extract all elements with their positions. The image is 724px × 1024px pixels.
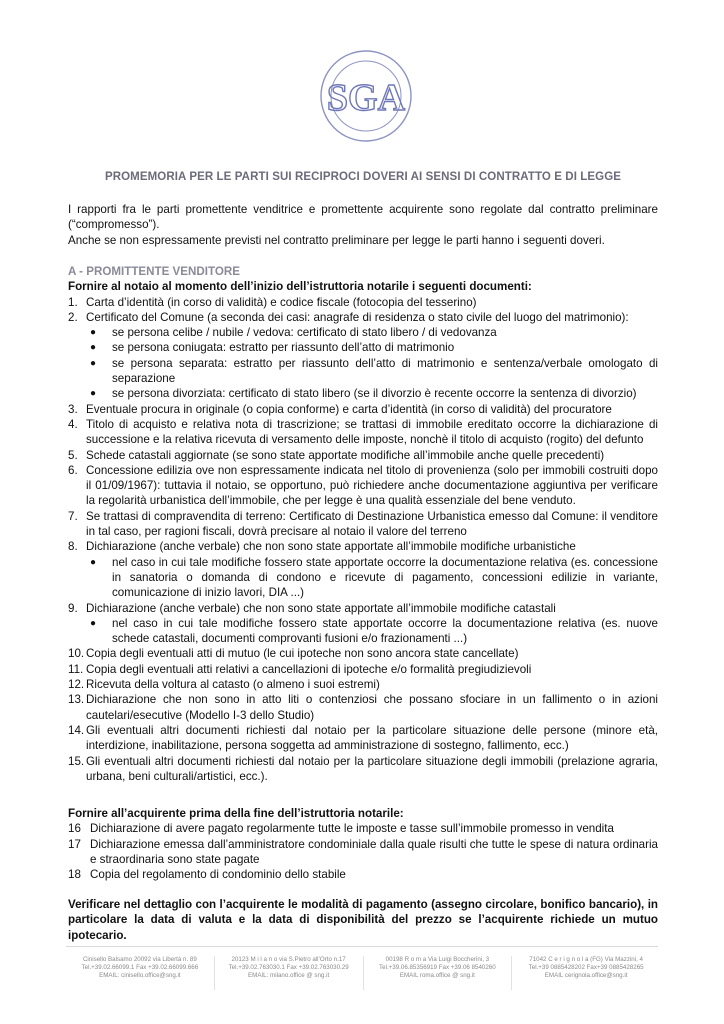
list-item: 16 Dichiarazione di avere pagato regolarmente tutte le imposte e tasse sull’immobile promesso in vendita	[68, 822, 614, 836]
list-item: 2. Certificato del Comune (a seconda dei casi: anagrafe di residenza o stato civile del luogo del matrimonio):	[68, 310, 629, 324]
section-promittente-venditore	[68, 264, 658, 784]
bullet-item: ● se persona coniugata: estratto per riassunto dell’atto di matrimonio	[90, 341, 455, 355]
list-item: 1. Carta d’identità (in corso di validità) e codice fiscale (fotocopia del tesserino)	[68, 295, 477, 309]
list-item: 3. Eventuale procura in originale (o copia conforme) e carta d’identità (in corso di validità) del procuratore	[68, 402, 612, 416]
document-list	[68, 295, 658, 785]
studio-logo	[318, 48, 414, 144]
list-item: 6. Concessione edilizia ove non espressamente indicata nel titolo di provenienza (solo per immobili costruiti dopo il 01/09/1967): tuttavia il notaio, se opportuno, può richiedere anche documentazione aggiuntiva per verificare la regolarità urbanistica dell’immobile, che per legge è una qualità essenziale del bene venduto.	[68, 463, 658, 508]
list-item: 5. Schede catastali aggiornate (se sono state apportate modifiche all’immobile anche quelle precedenti)	[68, 448, 605, 462]
footer-office-roma: 00198 R o m a Via Luigi Boccherini, 3 Tel.+39.06.85356919 Fax +39.06 8540260 EMAIL roma.office @ sng.it	[363, 956, 512, 990]
intro-paragraph-2: Anche se non espressamente previsti nel contratto preliminare per legge le parti hanno i seguenti doveri.	[68, 233, 605, 247]
bullet-icon: ●	[90, 357, 97, 369]
logo-letters: SGA	[326, 77, 406, 119]
bullet-icon: ●	[90, 617, 97, 629]
bullet-icon: ●	[90, 556, 97, 568]
footer-office-cinisello: Cinisello Balsamo 20092 via Libertà n. 89 Tel.+39.02.66099.1 Fax +39.02.66099.666 EMAIL: cinisello.office@sng.it	[81, 956, 199, 979]
bullet-icon: ●	[90, 342, 97, 354]
list-item: 8. Dichiarazione (anche verbale) che non sono state apportate all’immobile modifiche urbanistiche	[68, 540, 576, 554]
list-item: 9. Dichiarazione (anche verbale) che non sono state apportate all’immobile modifiche catastali	[68, 601, 556, 615]
page-title: PROMEMORIA PER LE PARTI SUI RECIPROCI DOVERI AI SENSI DI CONTRATTO E DI LEGGE	[104, 171, 622, 183]
bullet-item: ● nel caso in cui tale modifiche fossero state apportate occorre la documentazione relativa (es. concessione in sanatoria o domanda di condono e ricevute di pagamento, concessioni edilizie in variante, comunicazione di inizio lavori, DIA ...)	[90, 555, 658, 600]
section-acquirente	[68, 806, 658, 882]
footer	[66, 956, 660, 990]
bullet-item: ● nel caso in cui tale modifiche fossero state apportate occorre la documentazione relativa (es. nuove schede catastali, documenti comprovanti fusioni e/o frazionamenti ...)	[90, 616, 658, 646]
section-a-title: A - PROMITTENTE VENDITORE	[68, 265, 240, 278]
section-b-lead: Fornire all’acquirente prima della fine dell’istruttoria notarile:	[68, 807, 404, 820]
list-item: 12. Ricevuta della voltura al catasto (o almeno i suoi estremi)	[68, 678, 380, 692]
list-item: 17 Dichiarazione emessa dall’amministratore condominiale dalla quale risulti che tutte le spese di natura ordinaria e straordinaria sono state pagate	[68, 837, 658, 866]
list-item: 4. Titolo di acquisto e relativa nota di trascrizione; se trattasi di immobile ereditato occorre la dichiarazione di successione e la relativa ricevuta di versamento delle imposte, nonchè il titolo di acquisto (rogito) del defunto	[68, 417, 658, 447]
footer-office-milano: 20123 M i l a n o via S.Pietro all’Orto n.17 Tel.+39.02.763030.1 Fax +39.02.763030.29 EMAIL: milano.office @ sng.it	[214, 956, 363, 990]
intro-paragraph-1: I rapporti fra le parti promettente venditrice e promettente acquirente sono regolate dal contratto preliminare (“compromesso”).	[68, 203, 658, 232]
list-item: 13. Dichiarazione che non sono in atto liti o contenziosi che possano sfociare in un fallimento o in azioni cautelari/esecutive (Modello I-3 dello Studio)	[68, 693, 658, 722]
bullet-item: ● se persona separata: estratto per riassunto dell’atto di matrimonio e sentenza/verbale omologato di separazione	[90, 356, 658, 386]
list-item: 15. Gli eventuali altri documenti richiesti dal notaio per la particolare situazione degli immobili (prelazione agraria, urbana, beni culturali/artistici, ecc.).	[68, 754, 658, 783]
section-a-lead: Fornire al notaio al momento dell’inizio dell’istruttoria notarile i seguenti documenti:	[68, 280, 532, 294]
list-item: 14. Gli eventuali altri documenti richiesti dal notaio per la particolare situazione delle persone (minore età, interdizione, inabilitazione, persona soggetta ad amministrazione di sostegno, fallimento, ecc.)	[68, 723, 658, 753]
buyer-document-list	[68, 821, 658, 882]
bullet-item: ● se persona divorziata: certificato di stato libero (se il divorzio è recente occorre la sentenza di divorzio)	[90, 387, 637, 401]
intro-text	[68, 202, 658, 248]
list-item: 10. Copia degli eventuali atti di mutuo (le cui ipoteche non sono ancora state cancellate)	[68, 647, 519, 661]
list-item: 18 Copia del regolamento di condominio dello stabile	[68, 868, 346, 882]
bullet-icon: ●	[90, 327, 97, 339]
bullet-item: ● se persona celibe / nubile / vedova: certificato di stato libero / di vedovanza	[90, 326, 497, 340]
footer-office-cerignola: 71042 C e r i g n o l a (FG) Via Mazzini, 4 Tel.+39 0885428202 Fax+39 0885428265 EMAIL cerignola.office@sng.it	[511, 956, 660, 990]
final-note: Verificare nel dettaglio con l’acquirente le modalità di pagamento (assegno circolare, bonifico bancario), in particolare la data di valuta e la data di disponibilità del prezzo se l’acquirente richiede un mutuo ipotecario.	[68, 898, 658, 942]
footer-divider	[66, 946, 658, 947]
list-item: 7. Se trattasi di compravendita di terreno: Certificato di Destinazione Urbanistica emesso dal Comune: il venditore in tal caso, per ragioni fiscali, dovrà precisare al notaio il valore del terreno	[68, 509, 658, 539]
list-item: 11. Copia degli eventuali atti relativi a cancellazioni di ipoteche e/o formalità pregiudizievoli	[68, 662, 532, 676]
bullet-icon: ●	[90, 388, 97, 400]
